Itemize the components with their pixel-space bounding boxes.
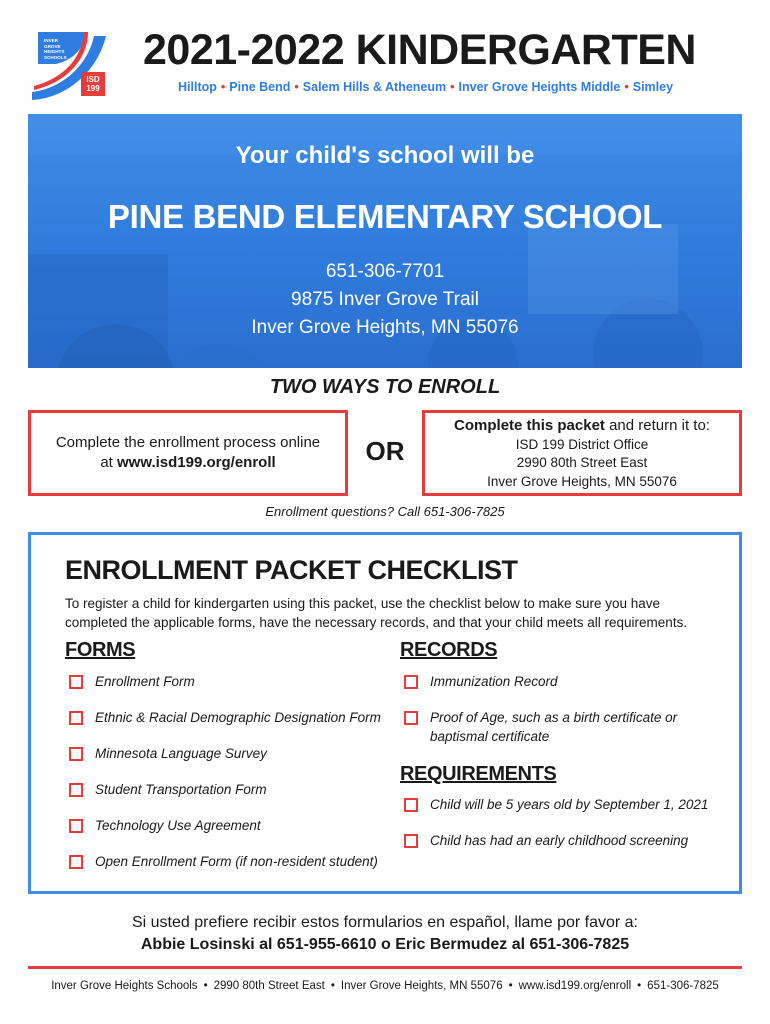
- enroll-link[interactable]: www.isd199.org/enroll: [117, 454, 276, 471]
- footer-link[interactable]: www.isd199.org/enroll: [518, 980, 632, 992]
- schools-list: [178, 80, 673, 94]
- records-heading: RECORDS: [400, 639, 498, 661]
- checklist-title: ENROLLMENT PACKET CHECKLIST: [65, 555, 518, 585]
- school-city: Inver Grove Heights, MN 55076: [251, 317, 519, 338]
- page-title: 2021-2022 KINDERGARTEN: [143, 26, 696, 74]
- school-phone: 651-306-7701: [325, 261, 445, 282]
- spanish-contacts: Abbie Losinski al 651-955-6610 o Eric Bermudez al 651-306-7825: [140, 936, 630, 953]
- office-city: Inver Grove Heights, MN 55076: [487, 473, 677, 489]
- separator-dot: •: [330, 980, 335, 992]
- footer-item: 651-306-7825: [647, 980, 719, 992]
- requirement-item-age[interactable]: Child will be 5 years old by September 1, 2021: [404, 795, 708, 814]
- separator-dot: •: [508, 980, 513, 992]
- spanish-contact-note: [0, 912, 770, 956]
- school-name: Inver Grove Heights Middle: [458, 80, 621, 94]
- office-name: ISD 199 District Office: [515, 436, 649, 452]
- forms-heading: FORMS: [65, 639, 136, 661]
- footer-item: 2990 80th Street East: [213, 980, 325, 992]
- form-item-demographic[interactable]: Ethnic & Racial Demographic Designation Form: [69, 708, 381, 727]
- separator-dot: •: [624, 80, 629, 94]
- form-item-language-survey[interactable]: Minnesota Language Survey: [69, 744, 267, 763]
- school-name: Salem Hills & Atheneum: [302, 80, 447, 94]
- banner-subtitle: Your child's school will be: [235, 142, 535, 169]
- form-item-technology[interactable]: Technology Use Agreement: [69, 816, 261, 835]
- packet-instruction: and return it to:: [604, 417, 710, 434]
- enroll-heading: TWO WAYS TO ENROLL: [269, 376, 501, 398]
- logo-badge: ISD 199: [81, 72, 105, 96]
- checkbox[interactable]: [404, 798, 418, 812]
- checkbox[interactable]: [69, 855, 83, 869]
- school-name: Hilltop: [178, 80, 217, 94]
- packet-return-box: [422, 410, 742, 496]
- separator-dot: •: [450, 80, 455, 94]
- checkbox[interactable]: [69, 783, 83, 797]
- checklist-panel: [28, 532, 742, 894]
- checkbox[interactable]: [404, 711, 418, 725]
- checkbox[interactable]: [404, 675, 418, 689]
- online-enroll-box: Complete the enrollment process online at www.isd199.org/enroll: [28, 410, 348, 496]
- separator-dot: •: [294, 80, 299, 94]
- checkbox[interactable]: [404, 834, 418, 848]
- requirement-item-screening[interactable]: Child has had an early childhood screening: [404, 831, 688, 850]
- form-item-transportation[interactable]: Student Transportation Form: [69, 780, 267, 799]
- packet-instruction-bold: Complete this packet: [454, 417, 605, 434]
- form-item-enrollment[interactable]: Enrollment Form: [69, 672, 195, 691]
- or-label: OR: [365, 436, 405, 466]
- school-name: Pine Bend: [229, 80, 291, 94]
- footer-divider: [28, 966, 742, 969]
- record-item-immunization[interactable]: Immunization Record: [404, 672, 558, 691]
- checklist-intro: To register a child for kindergarten using this packet, use the checklist below to make sure you have completed the applicable forms, have the necessary records, and that your child meets all requirements.: [65, 596, 688, 630]
- school-name: Simley: [632, 80, 674, 94]
- footer: [0, 980, 770, 992]
- footer-item: Inver Grove Heights Schools: [51, 980, 198, 992]
- district-logo: [28, 30, 108, 102]
- separator-dot: •: [203, 980, 208, 992]
- form-item-open-enrollment[interactable]: Open Enrollment Form (if non-resident student): [69, 852, 378, 871]
- school-contact: [28, 258, 742, 342]
- checkbox[interactable]: [69, 675, 83, 689]
- record-item-proof-of-age[interactable]: Proof of Age, such as a birth certificate or baptismal certificate: [404, 708, 700, 746]
- checkbox[interactable]: [69, 747, 83, 761]
- online-enroll-text: Complete the enrollment process online: [55, 434, 321, 451]
- requirements-heading: REQUIREMENTS: [400, 763, 557, 785]
- logo-wordmark: INVER GROVE HEIGHTS SCHOOLS: [44, 38, 67, 60]
- school-street: 9875 Inver Grove Trail: [291, 289, 479, 310]
- spanish-line: Si usted prefiere recibir estos formularios en español, llame por favor a:: [131, 914, 638, 931]
- school-banner: [28, 114, 742, 368]
- enrollment-questions: Enrollment questions? Call 651-306-7825: [265, 504, 505, 519]
- checkbox[interactable]: [69, 711, 83, 725]
- office-street: 2990 80th Street East: [516, 455, 648, 470]
- separator-dot: •: [220, 80, 226, 94]
- separator-dot: •: [637, 980, 642, 992]
- checkbox[interactable]: [69, 819, 83, 833]
- school-name-heading: PINE BEND ELEMENTARY SCHOOL: [107, 198, 663, 235]
- footer-item: Inver Grove Heights, MN 55076: [340, 980, 503, 992]
